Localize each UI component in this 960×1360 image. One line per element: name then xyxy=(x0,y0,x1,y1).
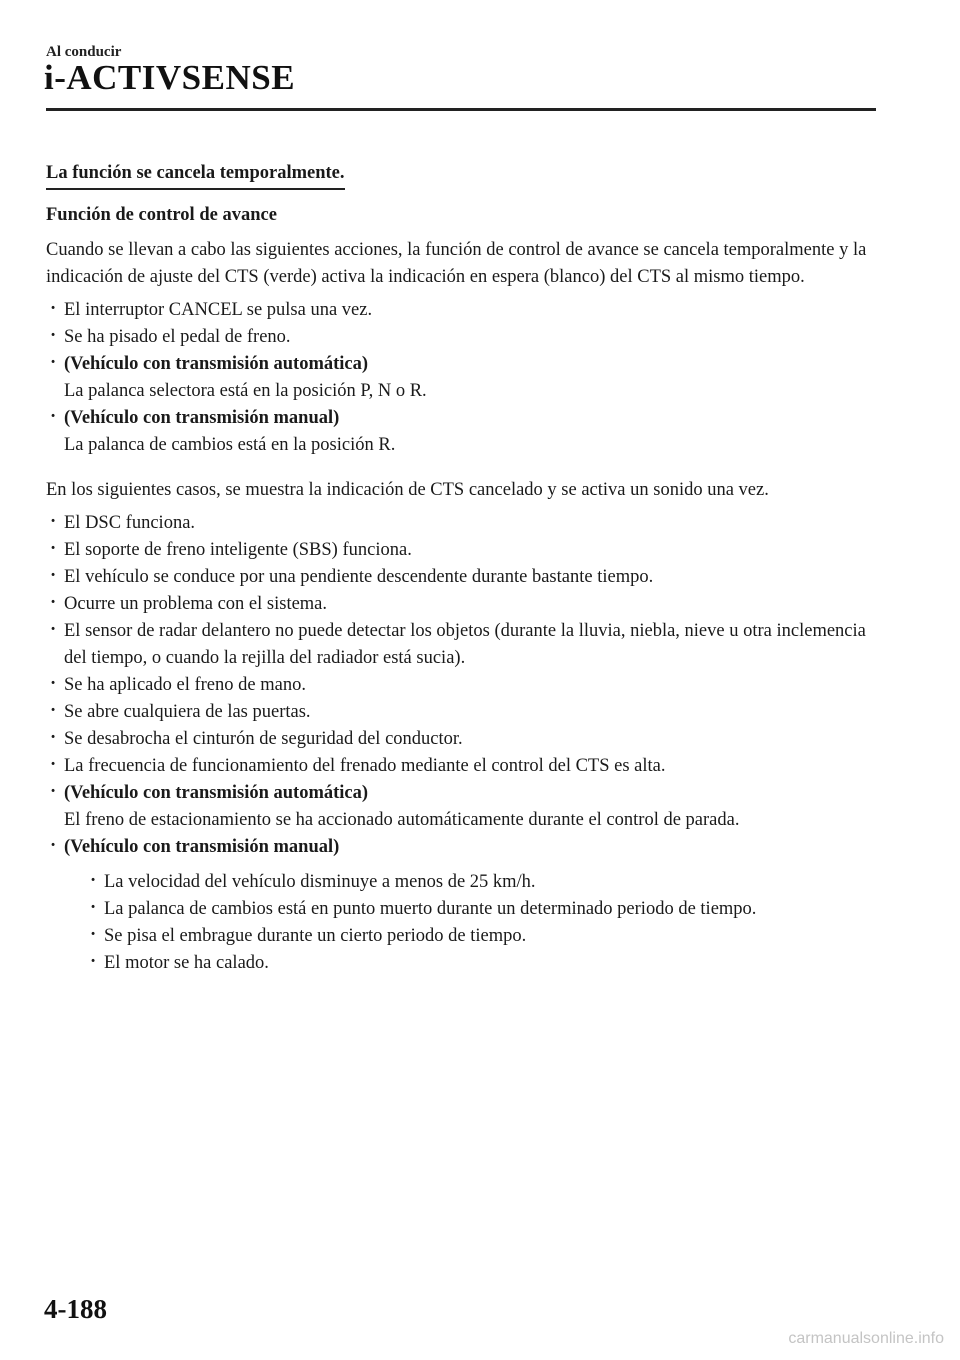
list-item-title: (Vehículo con transmisión manual) xyxy=(64,408,340,428)
subheading: Función de control de avance xyxy=(46,205,277,225)
list-item: · Ocurre un problema con el sistema. xyxy=(46,591,886,618)
list-item-text: El freno de estacionamiento se ha accionado automáticamente durante el control de parada. xyxy=(64,810,740,830)
cancel-conditions-list xyxy=(46,297,886,459)
page-content xyxy=(46,160,886,977)
list-item xyxy=(46,834,886,977)
second-paragraph: En los siguientes casos, se muestra la indicación de CTS cancelado y se activa un sonido una vez. xyxy=(46,480,769,500)
manual-transmission-sublist xyxy=(86,869,886,977)
list-item: · El DSC funciona. xyxy=(46,510,886,537)
list-item: · Se ha pisado el pedal de freno. xyxy=(46,324,886,351)
list-item: · Se abre cualquiera de las puertas. xyxy=(46,699,886,726)
list-item-title: (Vehículo con transmisión automática) xyxy=(64,354,369,374)
sub-list-item: · La palanca de cambios está en punto muerto durante un determinado periodo de tiempo. xyxy=(86,896,886,923)
header-rule xyxy=(46,108,876,111)
list-item: · El sensor de radar delantero no puede detectar los objetos (durante la lluvia, niebla, nieve u otra inclemencia del tiempo, o cuando la rejilla del radiador está sucia). xyxy=(46,618,886,672)
cancel-sound-list xyxy=(46,510,886,977)
sub-list-item: · El motor se ha calado. xyxy=(86,950,886,977)
list-item: · Se desabrocha el cinturón de seguridad del conductor. xyxy=(46,726,886,753)
list-item: · El vehículo se conduce por una pendiente descendente durante bastante tiempo. xyxy=(46,564,886,591)
list-item: · El soporte de freno inteligente (SBS) funciona. xyxy=(46,537,886,564)
page-number: 4-188 xyxy=(44,1294,107,1324)
watermark: carmanualsonline.info xyxy=(788,1330,944,1347)
list-item xyxy=(46,405,886,459)
list-item: · La frecuencia de funcionamiento del frenado mediante el control del CTS es alta. xyxy=(46,753,886,780)
list-item xyxy=(46,780,886,834)
sub-list-item: · Se pisa el embrague durante un cierto periodo de tiempo. xyxy=(86,923,886,950)
header-section-label: Al conducir xyxy=(46,44,122,60)
list-item: · Se ha aplicado el freno de mano. xyxy=(46,672,886,699)
list-item: · El interruptor CANCEL se pulsa una vez. xyxy=(46,297,886,324)
sub-list-item: · La velocidad del vehículo disminuye a menos de 25 km/h. xyxy=(86,869,886,896)
page-title: i-ACTIVSENSE xyxy=(44,58,296,97)
list-item-title: (Vehículo con transmisión manual) xyxy=(64,837,340,857)
list-item-text: La palanca selectora está en la posición P, N o R. xyxy=(64,381,427,401)
list-item xyxy=(46,351,886,405)
intro-paragraph: Cuando se llevan a cabo las siguientes acciones, la función de control de avance se cancela temporalmente y la indicación de ajuste del CTS (verde) activa la indicación en espera (blanco) del CTS al mismo tiempo. xyxy=(46,240,867,287)
list-item-text: La palanca de cambios está en la posición R. xyxy=(64,435,396,455)
section-heading: La función se cancela temporalmente. xyxy=(46,160,345,190)
list-item-title: (Vehículo con transmisión automática) xyxy=(64,783,369,803)
